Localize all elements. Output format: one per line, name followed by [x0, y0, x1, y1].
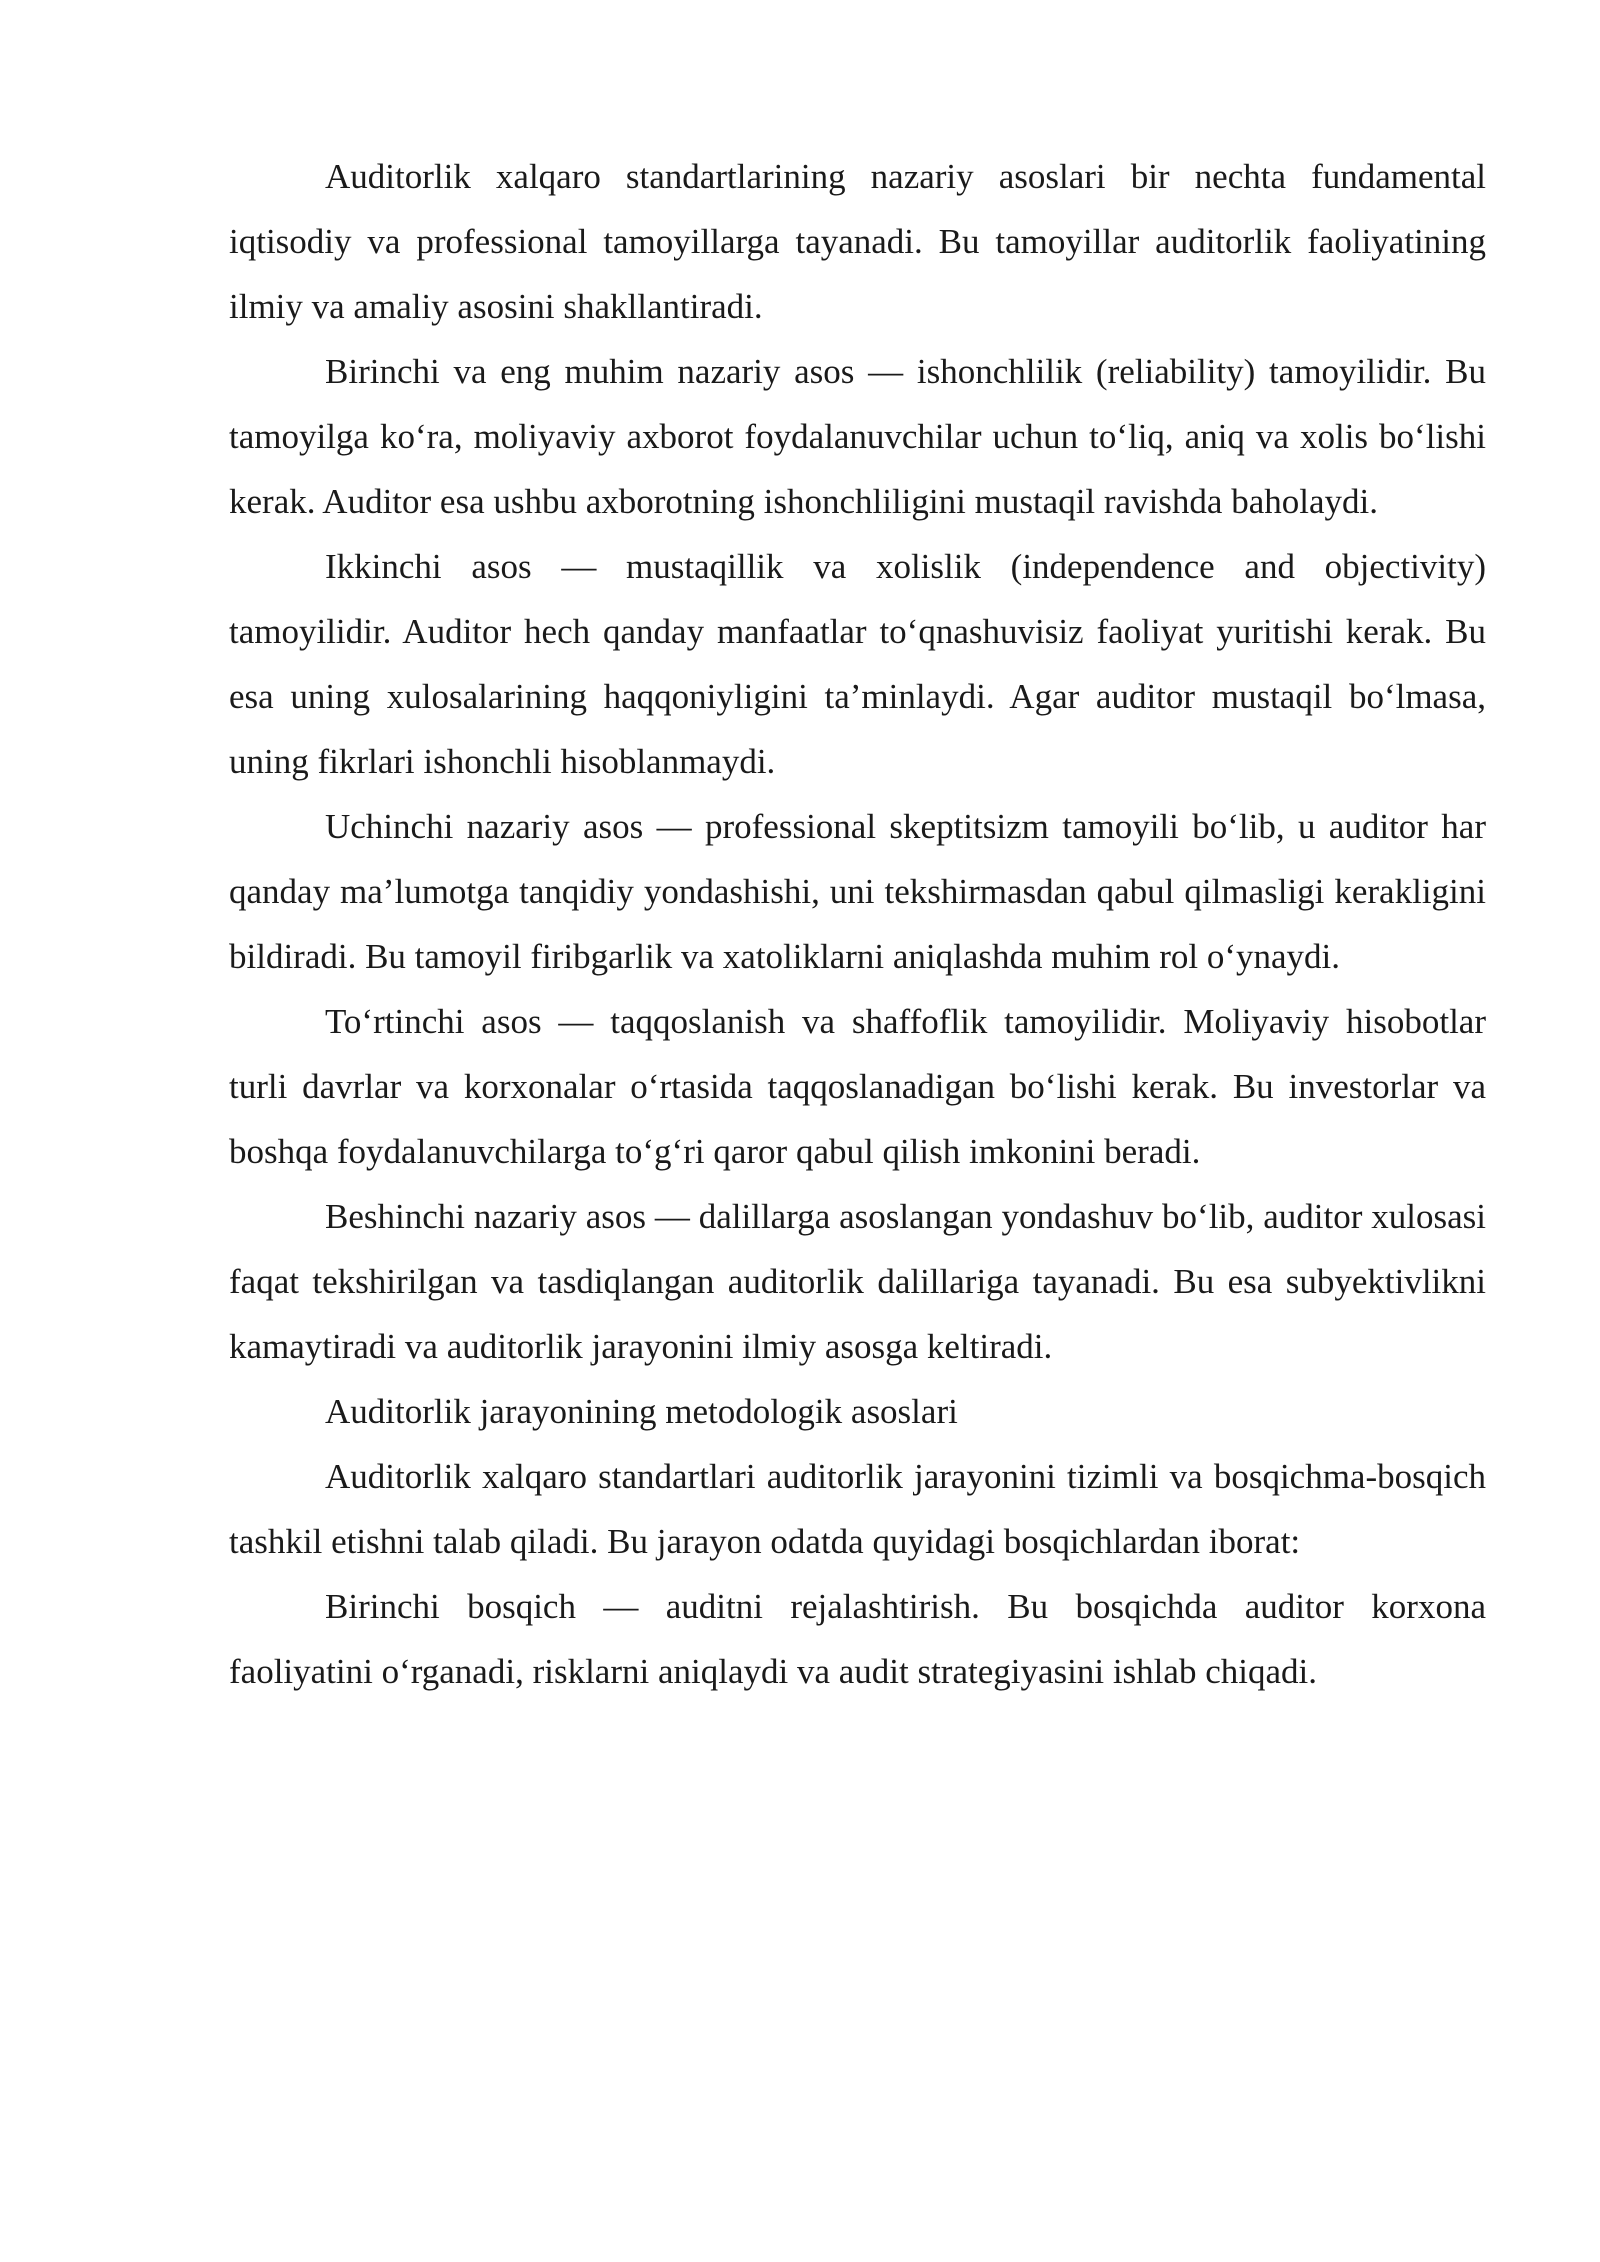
paragraph-audit-process-stages: Auditorlik xalqaro standartlari auditorlik jarayonini tizimli va bosqichma-bosqich tashkil etishni talab qiladi. Bu jarayon odatda quyidagi bosqichlardan iborat: — [229, 1457, 1486, 1561]
paragraph-reliability-principle: Birinchi va eng muhim nazariy asos — ishonchlilik (reliability) tamoyilidir. Bu tamoyilga ko‘ra, moliyaviy axborot foydalanuvchilar uchun to‘liq, aniq va xolis bo‘lishi kerak. Auditor esa ushbu axborotning ishonchliligini mustaqil ravishda baholaydi. — [229, 352, 1486, 521]
paragraph-theoretical-foundations: Auditorlik xalqaro standartlarining nazariy asoslari bir nechta fundamental iqtisodiy va professional tamoyillarga tayanadi. Bu tamoyillar auditorlik faoliyatining ilmiy va amaliy asosini shakllantiradi. — [229, 157, 1486, 326]
paragraph-evidence-principle: Beshinchi nazariy asos — dalillarga asoslangan yondashuv bo‘lib, auditor xulosasi faqat tekshirilgan va tasdiqlangan auditorlik dalillariga tayanadi. Bu esa subyektivlikni kamaytiradi va auditorlik jarayonini ilmiy asosga keltiradi. — [229, 1197, 1486, 1366]
paragraph-skepticism-principle: Uchinchi nazariy asos — professional skeptitsizm tamoyili bo‘lib, u auditor har qanday ma’lumotga tanqidiy yondashishi, uni tekshirmasdan qabul qilmasligi kerakligini bildiradi. Bu tamoyil firibgarlik va xatoliklarni aniqlashda muhim rol o‘ynaydi. — [229, 807, 1486, 976]
paragraph-independence-principle: Ikkinchi asos — mustaqillik va xolislik (independence and objectivity) tamoyilidir. Auditor hech qanday manfaatlar to‘qnashuvisiz faoliyat yuritishi kerak. Bu esa uning xulosalarining haqqoniyligini ta’minlaydi. Agar auditor mustaqil bo‘lmasa, uning fikrlari ishonchli hisoblanmaydi. — [229, 547, 1486, 781]
paragraph-comparability-principle: To‘rtinchi asos — taqqoslanish va shaffoflik tamoyilidir. Moliyaviy hisobotlar turli davrlar va korxonalar o‘rtasida taqqoslanadigan bo‘lishi kerak. Bu investorlar va boshqa foydalanuvchilarga to‘g‘ri qaror qabul qilish imkonini beradi. — [229, 1002, 1486, 1171]
section-heading-methodology: Auditorlik jarayonining metodologik asoslari — [325, 1392, 958, 1431]
paragraph-first-stage-planning: Birinchi bosqich — auditni rejalashtirish. Bu bosqichda auditor korxona faoliyatini o‘rganadi, risklarni aniqlaydi va audit strategiyasini ishlab chiqadi. — [229, 1587, 1486, 1691]
document-body — [229, 144, 1486, 1704]
